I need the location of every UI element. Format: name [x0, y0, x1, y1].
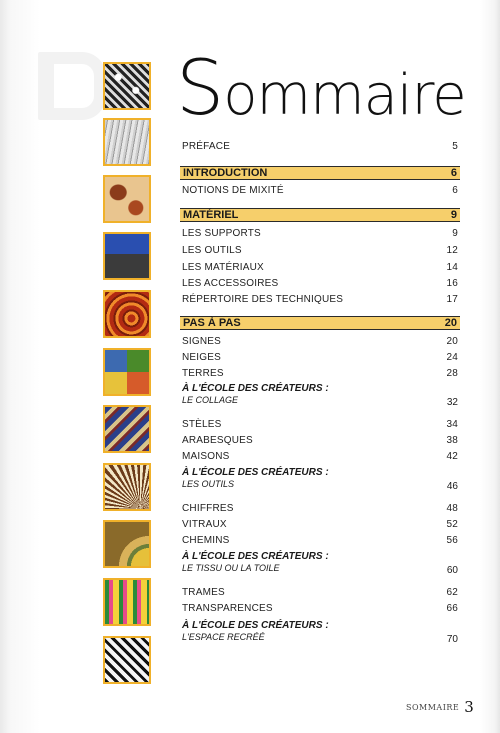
toc-item[interactable]	[182, 278, 458, 289]
toc-label: TERRES	[182, 368, 224, 379]
toc-page: 34	[446, 419, 458, 430]
toc-atelier[interactable]	[182, 620, 458, 645]
page-footer	[406, 698, 474, 716]
page-number: 3	[464, 698, 475, 716]
toc-label: VITRAUX	[182, 519, 227, 530]
toc-label: ARABESQUES	[182, 435, 253, 446]
toc-label: LES SUPPORTS	[182, 228, 261, 239]
fan-wood-thumbnail	[103, 463, 151, 511]
footer-label: SOMMAIRE	[406, 703, 460, 712]
section-label: PAS À PAS	[183, 317, 241, 329]
terracotta-shapes-thumbnail	[103, 175, 151, 223]
toc-page: 5	[452, 141, 458, 152]
toc-item[interactable]	[182, 336, 458, 347]
toc-page: 62	[446, 587, 458, 598]
atelier-heading: À L'ÉCOLE DES CRÉATEURS :	[182, 467, 329, 478]
toc-page: 46	[446, 481, 458, 492]
toc-label: NOTIONS DE MIXITÉ	[182, 185, 284, 196]
toc-item[interactable]	[182, 185, 458, 196]
toc-item[interactable]	[182, 294, 458, 305]
toc-item[interactable]	[182, 503, 458, 514]
toc-label: NEIGES	[182, 352, 221, 363]
toc-item[interactable]	[182, 451, 458, 462]
toc-label: CHIFFRES	[182, 503, 234, 514]
atelier-heading: À L'ÉCOLE DES CRÉATEURS :	[182, 620, 329, 631]
toc-label: MAISONS	[182, 451, 230, 462]
black-white-pattern-thumbnail	[103, 62, 151, 110]
toc-label: LES ACCESSOIRES	[182, 278, 279, 289]
toc-item[interactable]	[182, 535, 458, 546]
toc-page: 6	[452, 185, 458, 196]
toc-page: 20	[446, 336, 458, 347]
atelier-subtitle: L'ESPACE RECRÉÉ	[182, 632, 265, 642]
toc-label: TRAMES	[182, 587, 225, 598]
toc-label: RÉPERTOIRE DES TECHNIQUES	[182, 294, 344, 305]
toc-atelier[interactable]	[182, 467, 458, 492]
toc-item[interactable]	[182, 245, 458, 256]
toc-label: LES OUTILS	[182, 245, 242, 256]
toc-label: STÈLES	[182, 419, 222, 430]
toc-page: 70	[446, 634, 458, 645]
atelier-heading: À L'ÉCOLE DES CRÉATEURS :	[182, 551, 329, 562]
toc-page: 16	[446, 278, 458, 289]
toc-item[interactable]	[182, 519, 458, 530]
atelier-heading: À L'ÉCOLE DES CRÉATEURS :	[182, 383, 329, 394]
red-arabesque-thumbnail	[103, 290, 151, 338]
toc-item[interactable]	[182, 228, 458, 239]
toc-item[interactable]	[182, 352, 458, 363]
section-label: MATÉRIEL	[183, 209, 239, 221]
section-label: INTRODUCTION	[183, 167, 268, 179]
toc-page: 38	[446, 435, 458, 446]
toc-page: 28	[446, 368, 458, 379]
toc-label: TRANSPARENCES	[182, 603, 273, 614]
toc-item[interactable]	[182, 262, 458, 273]
section-page: 6	[450, 167, 457, 179]
toc-label: CHEMINS	[182, 535, 230, 546]
colored-mosaic-thumbnail	[103, 348, 151, 396]
black-white-lines-thumbnail	[103, 636, 151, 684]
toc-page: 60	[446, 565, 458, 576]
toc-page: 52	[446, 519, 458, 530]
grey-texture-thumbnail	[103, 118, 151, 166]
toc-label: SIGNES	[182, 336, 221, 347]
toc-page: 14	[446, 262, 458, 273]
blue-collage-thumbnail	[103, 405, 151, 453]
toc-preface[interactable]	[182, 141, 458, 152]
ghost-letter	[38, 52, 106, 120]
toc-atelier[interactable]	[182, 383, 458, 408]
toc-item[interactable]	[182, 368, 458, 379]
section-page: 9	[450, 209, 457, 221]
atelier-subtitle: LE TISSU OU LA TOILE	[182, 563, 280, 573]
toc-label: PRÉFACE	[182, 141, 231, 152]
toc-page: 17	[446, 294, 458, 305]
toc-page: 42	[446, 451, 458, 462]
atelier-subtitle: LES OUTILS	[182, 479, 235, 489]
blue-sky-stones-thumbnail	[103, 232, 151, 280]
toc-page: 66	[446, 603, 458, 614]
toc-item[interactable]	[182, 587, 458, 598]
section-introduction[interactable]	[180, 166, 460, 180]
toc-item[interactable]	[182, 603, 458, 614]
section-page: 20	[444, 317, 457, 329]
title-initial: S	[176, 43, 224, 132]
yellow-arc-thumbnail	[103, 520, 151, 568]
section-materiel[interactable]	[180, 208, 460, 222]
toc-label: LES MATÉRIAUX	[182, 262, 264, 273]
toc-page: 56	[446, 535, 458, 546]
toc-page: 32	[446, 397, 458, 408]
page-title	[176, 43, 466, 132]
trees-colored-thumbnail	[103, 578, 151, 626]
atelier-subtitle: LE COLLAGE	[182, 395, 239, 405]
toc-atelier[interactable]	[182, 551, 458, 576]
toc-item[interactable]	[182, 435, 458, 446]
toc-page: 12	[446, 245, 458, 256]
section-pas-a-pas[interactable]	[180, 316, 460, 330]
toc-page: 9	[452, 228, 458, 239]
toc-item[interactable]	[182, 419, 458, 430]
toc-page: 24	[446, 352, 458, 363]
toc-page: 48	[446, 503, 458, 514]
title-rest: ommaire	[223, 63, 466, 128]
